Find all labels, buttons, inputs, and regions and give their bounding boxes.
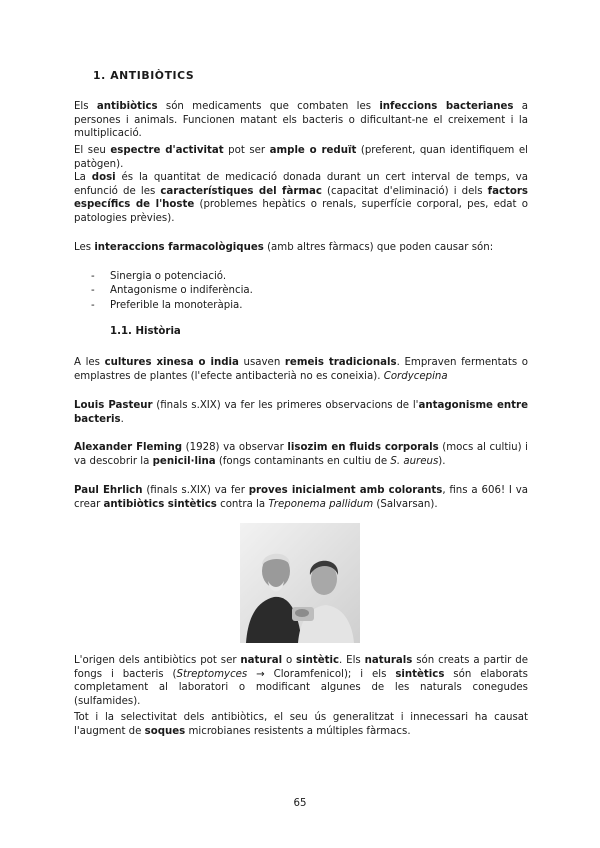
term-drug-interactions: interaccions farmacològiques (94, 242, 264, 253)
term-naturals: naturals (364, 655, 413, 666)
section-heading (93, 69, 194, 83)
term-penicillin: penicil·lina (152, 455, 216, 467)
term-synthetics: sintètics (395, 668, 445, 680)
history-fleming-paragraph: Alexander Fleming (1928) va observar lisozim en fluids corporals (mocs al cultiu) i va descobrir la penicil·lina (fongs contaminants en cultiu de S. aureus). (74, 442, 528, 467)
history-pasteur-paragraph: Louis Pasteur (finals s.XIX) va fer les primeres observacions de l'antagonisme entre bacteris. (74, 400, 528, 425)
list-item (74, 299, 528, 313)
term-dye-trials: proves inicialment amb colorants (248, 485, 443, 496)
resistance-paragraph: Tot i la selectivitat dels antibiòtics, el seu ús generalitzat i innecessari ha causat l'augment de soques microbianes resistents a múltiples fàrmacs. (74, 712, 528, 737)
person-ehrlich: Paul Ehrlich (74, 485, 143, 496)
term-cultures: cultures xinesa o india (104, 357, 239, 368)
list-item (74, 270, 528, 284)
term-bacterial-antagonism: antagonisme entre bacteris (74, 400, 528, 425)
term-host-factors: factors específics de l'hoste (74, 185, 528, 211)
term-antibiotics: antibiòtics (96, 101, 158, 112)
term-bacterial-infections: infeccions bacterianes (379, 101, 514, 112)
history-cultures-paragraph: A les cultures xinesa o india usaven remeis tradicionals. Empraven fermentats o emplastres de plantes (l'efecte antibacterià no es coneixia). Cordycepina (74, 357, 529, 382)
term-drug-characteristics: característiques del fàrmac (160, 185, 322, 197)
interactions-paragraph: Les interaccions farmacològiques (amb altres fàrmacs) que poden causar són: (74, 242, 494, 253)
person-pasteur: Louis Pasteur (74, 400, 153, 411)
person-fleming: Alexander Fleming (74, 442, 183, 453)
term-synthetic-antibiotics: antibiòtics sintètics (103, 498, 217, 510)
subsection-title: Història (135, 326, 181, 337)
term-dose: dosi (91, 172, 116, 183)
origin-paragraph: L'origen dels antibiòtics pot ser natural o sintètic. Els naturals són creats a partir de fongs i bacteris (Streptomyces → Cloramfenicol); i els sintètics són elaborats completament al laboratori o modificant algunes de les naturals conegudes (sulfamides). (74, 655, 528, 707)
term-traditional-remedies: remeis tradicionals (284, 357, 397, 368)
list-item-label: Antagonisme o indiferència. (110, 285, 253, 297)
subsection-heading (110, 325, 181, 339)
section-title: ANTIBIÒTICS (110, 69, 195, 82)
term-activity-spectrum: espectre d'activitat (110, 145, 224, 156)
term-treponema: Treponema pallidum (268, 498, 374, 510)
term-strains: soques (144, 725, 186, 737)
list-item (74, 284, 528, 298)
subsection-number: 1.1. (110, 326, 132, 337)
list-dash: - (91, 299, 95, 311)
intro-paragraph: Els antibiòtics són medicaments que combaten les infeccions bacterianes a persones i animals. Funcionen matant els bacteris o dificultant-ne el creixement i la multiplicació. (74, 101, 528, 140)
historical-scientists-photo-icon (240, 523, 360, 643)
page-number: 65 (293, 798, 307, 809)
dose-paragraph: La dosi és la quantitat de medicació donada durant un cert interval de temps, va enfunció de les característiques del fàrmac (capacitat d'eliminació) i dels factors específics de l'hoste (problemes hepàtics o renals, superfície corporal, pes, edat o patologies prèvies). (74, 172, 528, 224)
spectrum-paragraph: El seu espectre d'activitat pot ser ample o reduït (preferent, quan identifiquem el patògen). (74, 145, 528, 170)
interactions-list (74, 270, 528, 313)
term-streptomyces: Streptomyces (176, 668, 248, 680)
list-dash: - (91, 285, 95, 297)
list-item-label: Sinergia o potenciació. (110, 271, 227, 282)
history-ehrlich-paragraph: Paul Ehrlich (finals s.XIX) va fer proves inicialment amb colorants, fins a 606! I va crear antibiòtics sintètics contra la Treponema pallidum (Salvarsan). (74, 485, 529, 510)
term-lysozyme: lisozim en fluids corporals (287, 442, 439, 453)
list-item-label: Preferible la monoteràpia. (110, 299, 243, 311)
photo-graphic (240, 523, 360, 643)
list-dash: - (91, 271, 95, 282)
term-broad-or-narrow: ample o reduït (269, 145, 357, 156)
term-cordycepin: Cordycepina (383, 370, 448, 382)
term-s-aureus: S. aureus (390, 455, 439, 467)
term-natural: natural (240, 655, 283, 666)
section-number: 1. (93, 69, 106, 82)
term-synthetic: sintètic (296, 655, 340, 666)
